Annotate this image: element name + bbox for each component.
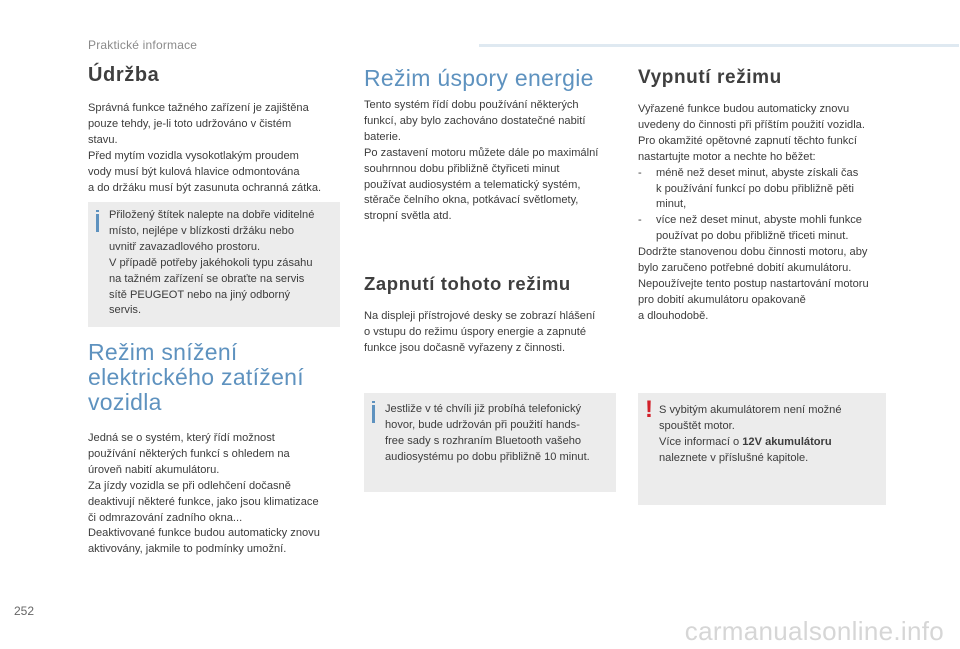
list-item: - více než deset minut, abyste mohli funkce používat po dobu přibližně třiceti minut. [638, 213, 886, 245]
watermark: carmanualsonline.info [684, 616, 944, 646]
column-left [88, 62, 340, 196]
text-rezim-snizeni: Jedná se o systém, který řídí možnost používání některých funkcí s ohledem na úroveň nabití akumulátoru. Za jízdy vozidla se při odlehčení dočasně deaktivují některé funkce, jako jsou klimatizace či odmrazování zadního okna... Deaktivované funkce budou automaticky znovu aktivovány, jakmile to podmínky umožní. [88, 432, 320, 556]
warning-text [659, 403, 881, 467]
info-box-phone [364, 393, 616, 492]
column-right [638, 62, 886, 325]
info-marker-dot [96, 210, 99, 212]
info-marker-dot-2 [372, 401, 375, 403]
info-marker-icon [96, 214, 99, 232]
heading-zapnuti: Zapnutí tohoto režimu [364, 273, 571, 295]
header-bar [479, 44, 959, 47]
heading-udrzba: Údržba [88, 64, 160, 86]
text-rezim-uspory: Tento systém řídí dobu používání některých funkcí, aby bylo zachováno dostatečné nabití baterie. Po zastavení motoru můžete dále po maximální souhrnnou dobu přibližně čtyřiceti minut používat audiosystém a telematický systém, stěrače čelního okna, potkávací světlomety, stropní světla atd. [364, 99, 599, 223]
info-marker-icon-2 [372, 405, 375, 423]
info-text-phone: Jestliže v té chvíli již probíhá telefonický hovor, bude udržován při použití hands- free sady s rozhraním Bluetooth vašeho audiosystému po dobu přibližně 10 minut. [385, 403, 590, 463]
column-middle [364, 62, 616, 357]
text-vypnuti-outro: Dodržte stanovenou dobu činnosti motoru, aby bylo zaručeno potřebné dobití akumulátoru. Nepoužívejte tento postup nastartování motoru pro dobití akumulátoru opakovaně a dlouhodobě. [638, 246, 869, 322]
warning-text-before: S vybitým akumulátorem není možné spouštět motor. Více informací o [659, 404, 842, 448]
list-item: - méně než deset minut, abyste získali čas k používání funkcí po dobu přibližně pěti minut, [638, 166, 886, 214]
heading-vypnuti: Vypnutí režimu [638, 67, 782, 88]
warning-icon: ! [645, 396, 653, 423]
warning-text-after: naleznete v příslušné kapitole. [659, 451, 809, 464]
info-box-label [88, 202, 340, 327]
list-vypnuti [638, 166, 886, 246]
warning-box [638, 393, 886, 505]
section-header: Praktické informace [88, 38, 198, 52]
heading-rezim-uspory: Režim úspory energie [364, 65, 594, 91]
text-zapnuti: Na displeji přístrojové desky se zobrazí hlášení o vstupu do režimu úspory energie a zapnuté funkce jsou dočasně vyřazeny z činnosti. [364, 310, 596, 355]
text-vypnuti-intro: Vyřazené funkce budou automaticky znovu uvedeny do činnosti při příštím použití vozidla. Pro okamžité opětovné zapnutí těchto funkcí nastartujte motor a nechte ho běžet: [638, 103, 865, 163]
warning-text-bold: 12V akumulátoru [742, 435, 832, 448]
heading-rezim-snizeni: Režim snížení elektrického zatížení vozidla [88, 339, 304, 415]
text-udrzba: Správná funkce tažného zařízení je zajištěna pouze tehdy, je-li toto udržováno v čistém stavu. Před mytím vozidla vysokotlakým proudem vody musí být kulová hlavice odmontována a do držáku musí být zasunuta ochranná zátka. [88, 102, 322, 194]
page-number: 252 [14, 604, 35, 618]
info-text-label: Přiložený štítek nalepte na dobře viditelné místo, nejlépe v blízkosti držáku nebo uvnitř zavazadlového prostoru. V případě potřeby jakéhokoli typu zásahu na tažném zařízení se obraťte na servis sítě PEUGEOT nebo na jiný odborný servis. [109, 209, 315, 317]
column-left-lower [88, 340, 340, 558]
